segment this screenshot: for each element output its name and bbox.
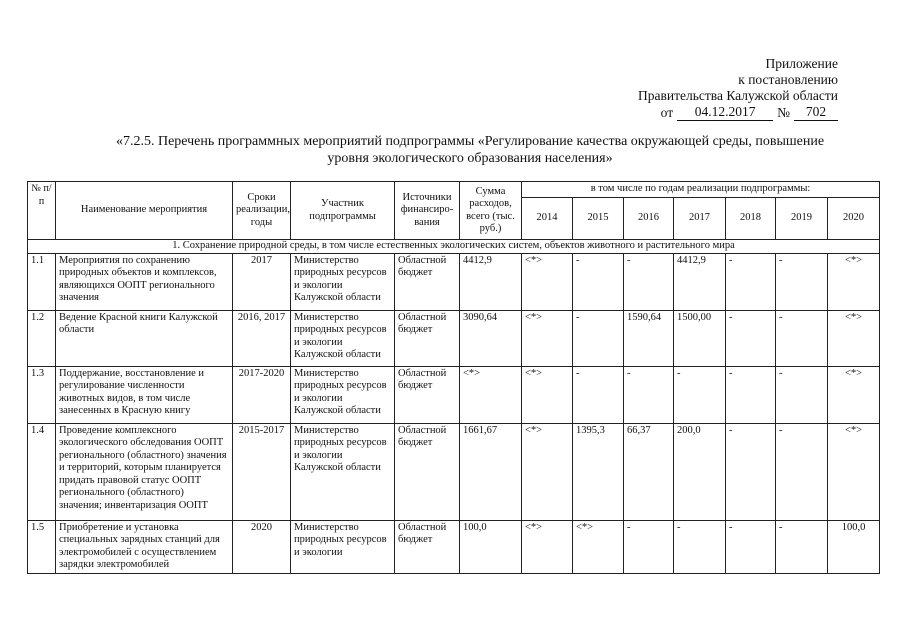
- row-source: Областной бюджет: [395, 520, 460, 573]
- row-year-value: -: [726, 310, 776, 366]
- section-row: [28, 240, 880, 254]
- appendix-header: [638, 56, 838, 121]
- row-year-value: <*>: [828, 310, 880, 366]
- row-year-value: 200,0: [674, 423, 726, 520]
- row-year-value: -: [776, 310, 828, 366]
- header-year: 2016: [624, 198, 674, 240]
- row-year-value: 1590,64: [624, 310, 674, 366]
- activities-table: [27, 181, 880, 574]
- row-participant: Министерство природных ресурсов и экологии Калужской области: [291, 253, 395, 310]
- row-year-value: -: [776, 423, 828, 520]
- header-year: 2017: [674, 198, 726, 240]
- header-years: Сроки реализации, годы: [233, 182, 291, 240]
- appendix-line3: Правительства Калужской области: [637, 88, 838, 103]
- title-line2: уровня экологического образования населения»: [327, 151, 613, 166]
- header-year: 2014: [522, 198, 573, 240]
- row-years: 2020: [233, 520, 291, 573]
- header-row-1: [28, 182, 880, 198]
- appendix-line2: к постановлению: [738, 72, 838, 87]
- row-years: 2017: [233, 253, 291, 310]
- row-year-value: 4412,9: [674, 253, 726, 310]
- header-year: 2018: [726, 198, 776, 240]
- row-year-value: -: [674, 520, 726, 573]
- title-line1: «7.2.5. Перечень программных мероприятий подпрограммы «Регулирование качества окружающей среды, повышение: [115, 134, 825, 149]
- section-title: 1. Сохранение природной среды, в том числе естественных экологических систем, объектов животного и растительного мира: [28, 240, 880, 254]
- row-year-value: -: [776, 520, 828, 573]
- row-sum: 1661,67: [460, 423, 522, 520]
- row-sum: <*>: [460, 366, 522, 423]
- row-year-value: -: [573, 366, 624, 423]
- row-year-value: -: [776, 253, 828, 310]
- row-sum: 3090,64: [460, 310, 522, 366]
- row-year-value: 66,37: [624, 423, 674, 520]
- row-participant: Министерство природных ресурсов и экологии Калужской области: [291, 366, 395, 423]
- row-name: Поддержание, восстановление и регулирование численности животных видов, в том числе занесенных в Красную книгу: [56, 366, 233, 423]
- row-year-value: <*>: [522, 310, 573, 366]
- row-year-value: -: [573, 310, 624, 366]
- row-source: Областной бюджет: [395, 366, 460, 423]
- row-sum: 4412,9: [460, 253, 522, 310]
- row-year-value: <*>: [522, 520, 573, 573]
- row-participant: Министерство природных ресурсов и экологии Калужской области: [291, 310, 395, 366]
- row-year-value: -: [624, 520, 674, 573]
- row-name: Проведение комплексного экологического обследования ООПТ регионального (областного) значения и территорий, которым планируется придать правовой статус ООПТ регионального (областного) значения; инвентаризация ООПТ: [56, 423, 233, 520]
- row-year-value: <*>: [522, 253, 573, 310]
- header-name: Наименование мероприятия: [56, 182, 233, 240]
- table-row: [28, 520, 880, 573]
- row-year-value: -: [776, 366, 828, 423]
- row-years: 2017-2020: [233, 366, 291, 423]
- appendix-line1: Приложение: [765, 56, 838, 71]
- row-year-value: <*>: [828, 253, 880, 310]
- table-row: [28, 423, 880, 520]
- row-year-value: -: [726, 366, 776, 423]
- header-year: 2019: [776, 198, 828, 240]
- header-sources: Источники финансиро-вания: [395, 182, 460, 240]
- table-row: [28, 366, 880, 423]
- row-year-value: 100,0: [828, 520, 880, 573]
- header-by-years: в том числе по годам реализации подпрограммы:: [522, 182, 880, 198]
- row-num: 1.4: [28, 423, 56, 520]
- row-year-value: -: [624, 366, 674, 423]
- header-num: № п/п: [28, 182, 56, 240]
- row-sum: 100,0: [460, 520, 522, 573]
- ot-label: от: [660, 105, 674, 120]
- row-name: Приобретение и установка специальных зарядных станций для электромобилей с осуществлением зарядки электромобилей: [56, 520, 233, 573]
- table-row: [28, 310, 880, 366]
- row-num: 1.5: [28, 520, 56, 573]
- resolution-date: 04.12.2017: [677, 104, 773, 121]
- row-year-value: <*>: [573, 520, 624, 573]
- row-num: 1.3: [28, 366, 56, 423]
- header-year: 2015: [573, 198, 624, 240]
- row-year-value: <*>: [522, 366, 573, 423]
- row-source: Областной бюджет: [395, 423, 460, 520]
- row-years: 2016, 2017: [233, 310, 291, 366]
- row-year-value: -: [674, 366, 726, 423]
- number-label: №: [777, 105, 790, 120]
- row-name: Ведение Красной книги Калужской области: [56, 310, 233, 366]
- row-source: Областной бюджет: [395, 310, 460, 366]
- row-year-value: -: [573, 253, 624, 310]
- row-year-value: 1395,3: [573, 423, 624, 520]
- row-num: 1.2: [28, 310, 56, 366]
- header-sum: Сумма расходов, всего (тыс. руб.): [460, 182, 522, 240]
- row-years: 2015-2017: [233, 423, 291, 520]
- row-source: Областной бюджет: [395, 253, 460, 310]
- row-participant: Министерство природных ресурсов и экологии Калужской области: [291, 423, 395, 520]
- row-year-value: -: [726, 520, 776, 573]
- row-participant: Министерство природных ресурсов и экологии: [291, 520, 395, 573]
- row-num: 1.1: [28, 253, 56, 310]
- row-year-value: <*>: [828, 423, 880, 520]
- resolution-number: 702: [794, 104, 838, 121]
- row-year-value: -: [726, 253, 776, 310]
- header-year: 2020: [828, 198, 880, 240]
- row-name: Мероприятия по сохранению природных объектов и комплексов, являющихся ООПТ регионального значения: [56, 253, 233, 310]
- appendix-date-number: [638, 104, 838, 121]
- row-year-value: -: [726, 423, 776, 520]
- row-year-value: <*>: [828, 366, 880, 423]
- document-title: [60, 133, 880, 167]
- row-year-value: 1500,00: [674, 310, 726, 366]
- row-year-value: -: [624, 253, 674, 310]
- table-row: [28, 253, 880, 310]
- row-year-value: <*>: [522, 423, 573, 520]
- header-participant: Участник подпрограммы: [291, 182, 395, 240]
